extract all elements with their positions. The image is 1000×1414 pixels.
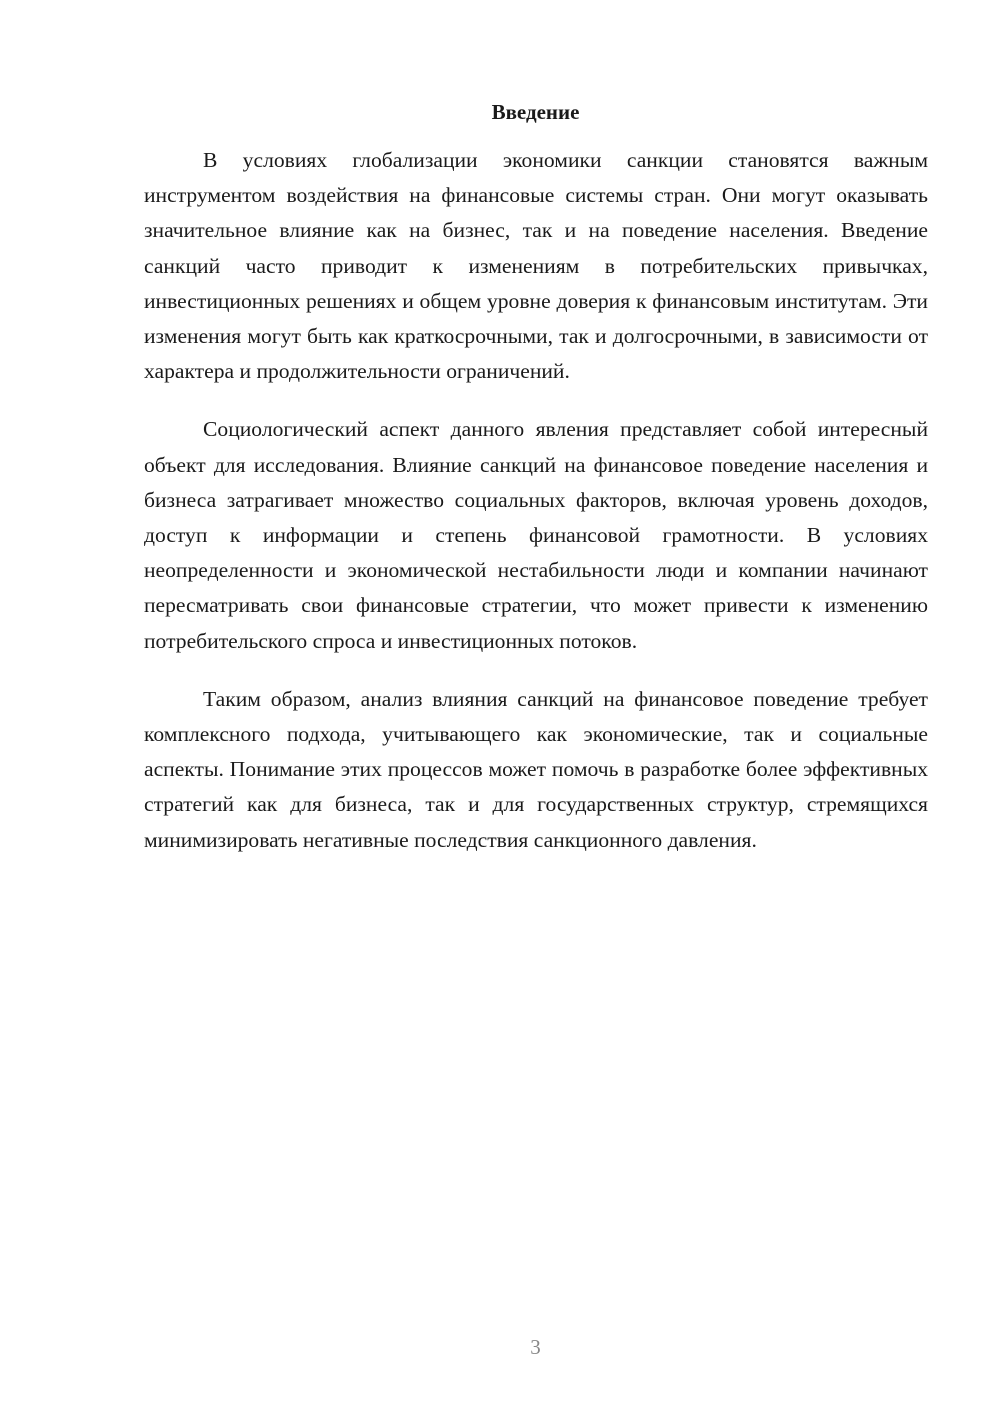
paragraph-3: Таким образом, анализ влияния санкций на финансовое поведение требует комплексного подхода, учитывающего как экономические, так и социальные аспекты. Понимание этих процессов может помочь в разработке более эффективных стратегий как для бизнеса, так и для государственных структур, стремящихся минимизировать негативные последствия санкционного давления. (144, 686, 928, 852)
paragraph-2: Социологический аспект данного явления представляет собой интересный объект для исследования. Влияние санкций на финансовое поведение населения и бизнеса затрагивает множество социальных факторов, включая уровень доходов, доступ к информации и степень финансовой грамотности. В условиях неопределенности и экономической нестабильности люди и компании начинают пересматривать свои финансовые стратегии, что может привести к изменению потребительского спроса и инвестиционных потоков. (144, 417, 928, 653)
body-text (144, 143, 928, 858)
page-number: 3 (530, 1335, 541, 1359)
section-heading: Введение (491, 100, 580, 124)
paragraph-1: В условиях глобализации экономики санкции становятся важным инструментом воздействия на финансовые системы стран. Они могут оказывать значительное влияние как на бизнес, так и на поведение населения. Введение санкций часто приводит к изменениям в потребительских привычках, инвестиционных решениях и общем уровне доверия к финансовым институтам. Эти изменения могут быть как краткосрочными, так и долгосрочными, в зависимости от характера и продолжительности ограничений. (144, 148, 928, 384)
